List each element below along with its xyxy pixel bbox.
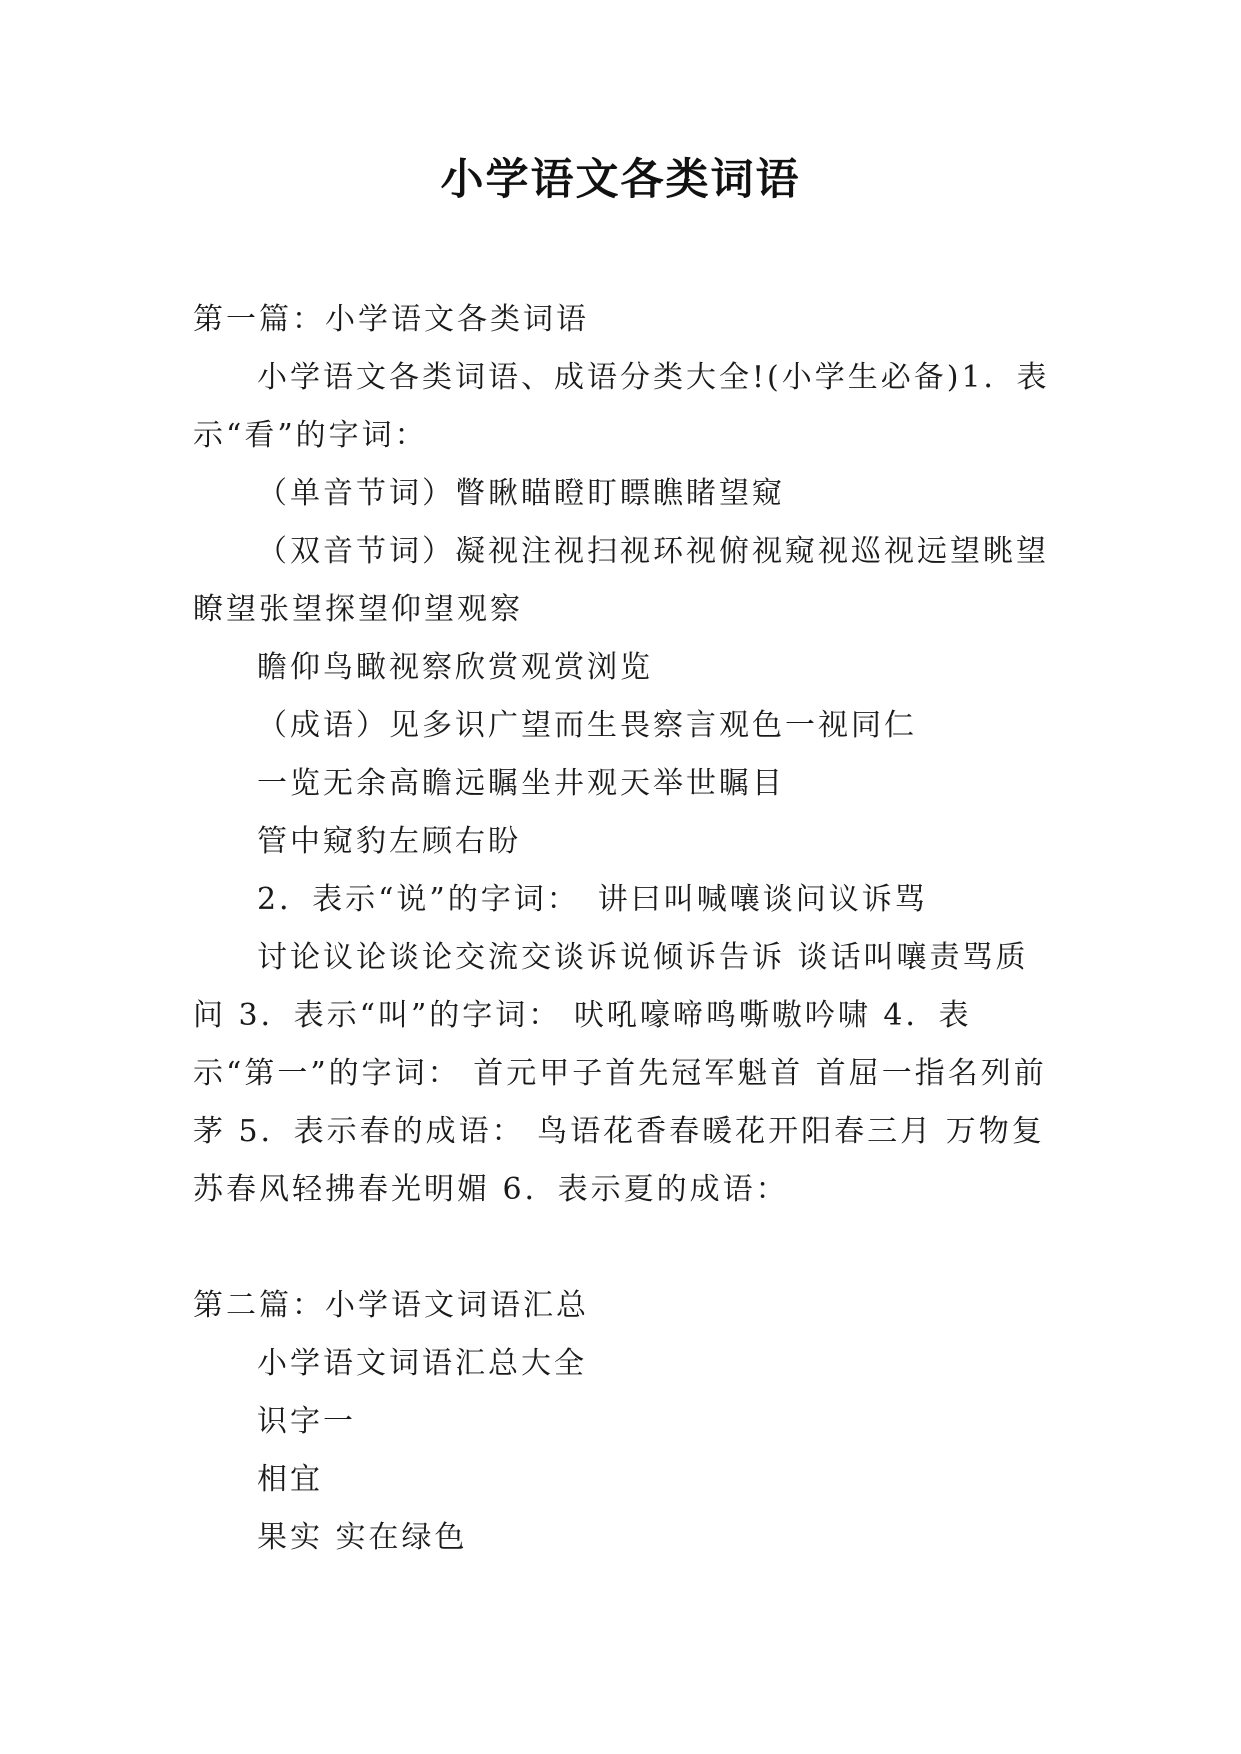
document-title: 小学语文各类词语 bbox=[440, 155, 801, 205]
paragraph: 相宜 bbox=[257, 1462, 323, 1497]
paragraph: 讨论议论谈论交流交谈诉说倾诉告诉 谈话叫嚷责骂质问 3．表示“叫”的字词： 吠吼嚎啼鸣嘶嗷吟啸 4．表示“第一”的字词： 首元甲子首先冠军魁首 首屈一指名列前茅 5．表示春的成语： 鸟语花香春暖花开阳春三月 万物复苏春风轻拂春光明媚 6．表示夏的成语： bbox=[193, 940, 1047, 1207]
paragraph: 识字一 bbox=[257, 1404, 356, 1439]
paragraph: 一览无余高瞻远瞩坐井观天举世瞩目 bbox=[257, 766, 785, 801]
paragraph: 瞻仰鸟瞰视察欣赏观赏浏览 bbox=[257, 650, 653, 685]
paragraph: 小学语文各类词语、成语分类大全!(小学生必备)1．表示“看”的字词： bbox=[193, 360, 1050, 453]
paragraph: 2．表示“说”的字词： 讲曰叫喊嚷谈问议诉骂 bbox=[257, 882, 928, 917]
paragraph: 果实 实在绿色 bbox=[257, 1520, 468, 1555]
paragraph: 第一篇：小学语文各类词语 bbox=[193, 302, 589, 337]
paragraph: 管中窥豹左顾右盼 bbox=[257, 824, 521, 859]
paragraph: （双音节词）凝视注视扫视环视俯视窥视巡视远望眺望瞭望张望探望仰望观察 bbox=[193, 534, 1049, 627]
paragraph: （单音节词）瞥瞅瞄瞪盯瞟瞧睹望窥 bbox=[257, 476, 785, 511]
document-body bbox=[193, 291, 1053, 1567]
paragraph: 小学语文词语汇总大全 bbox=[257, 1346, 587, 1381]
paragraph: 第二篇：小学语文词语汇总 bbox=[193, 1288, 589, 1323]
paragraph: （成语）见多识广望而生畏察言观色一视同仁 bbox=[257, 708, 917, 743]
